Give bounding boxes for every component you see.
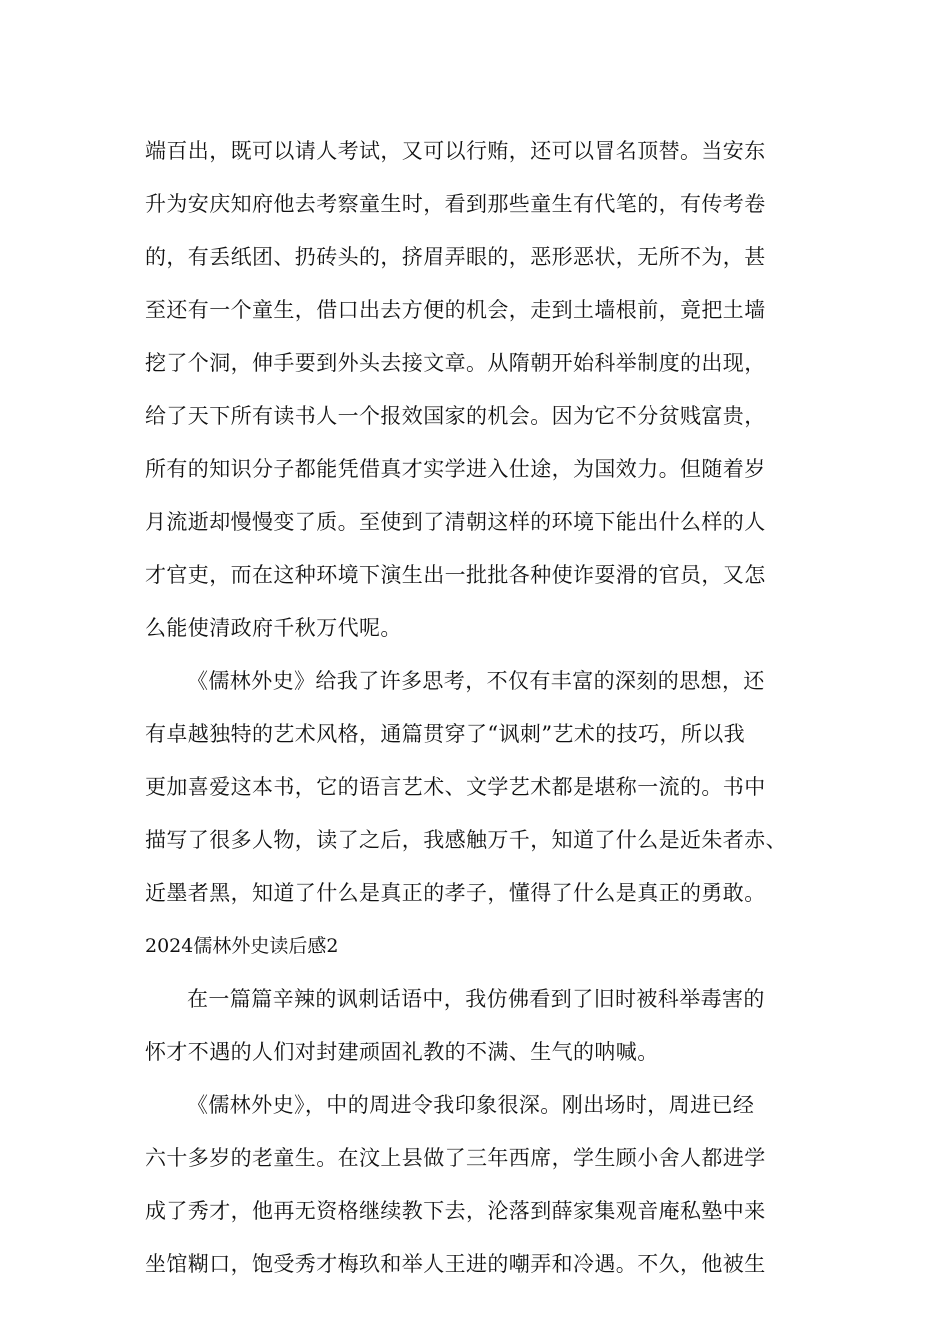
text-line: 成了秀才，他再无资格继续教下去，沦落到薛家集观音庵私塾中来 <box>145 1199 766 1223</box>
text-line: 的，有丢纸团、扔砖头的，挤眉弄眼的，恶形恶状，无所不为，甚 <box>145 245 766 269</box>
text-line: 给了天下所有读书人一个报效国家的机会。因为它不分贫贱富贵， <box>145 404 766 428</box>
body-text <box>145 125 825 1291</box>
text-line: 至还有一个童生，借口出去方便的机会，走到土墙根前，竟把土墙 <box>145 298 766 322</box>
text-line: 六十多岁的老童生。在汶上县做了三年西席，学生顾小舍人都进学 <box>145 1146 766 1170</box>
text-line: 么能使清政府千秋万代呢。 <box>145 616 402 640</box>
paragraph-start-line: 《儒林外史》，中的周进令我印象很深。刚出场时，周进已经 <box>187 1093 755 1117</box>
text-line: 坐馆糊口，饱受秀才梅玖和举人王进的嘲弄和冷遇。不久，他被生 <box>145 1252 766 1276</box>
text-line: 端百出，既可以请人考试，又可以行贿，还可以冒名顶替。当安东 <box>145 139 766 163</box>
text-line: 怀才不遇的人们对封建顽固礼教的不满、生气的呐喊。 <box>145 1040 659 1064</box>
paragraph-start-line: 在一篇篇辛辣的讽刺话语中，我仿佛看到了旧时被科举毒害的 <box>187 987 765 1011</box>
section-heading: 2024儒林外史读后感2 <box>145 935 339 957</box>
text-line: 所有的知识分子都能凭借真才实学进入仕途，为国效力。但随着岁 <box>145 457 766 481</box>
paragraph-start-line: 《儒林外史》给我了许多思考，不仅有丰富的深刻的思想，还 <box>187 669 765 693</box>
text-line: 才官吏，而在这种环境下演生出一批批各种使诈耍滑的官员，又怎 <box>145 563 766 587</box>
text-line: 更加喜爱这本书，它的语言艺术、文学艺术都是堪称一流的。书中 <box>145 775 766 799</box>
text-line: 有卓越独特的艺术风格，通篇贯穿了“讽刺”艺术的技巧，所以我 <box>145 722 746 746</box>
text-line: 挖了个洞，伸手要到外头去接文章。从隋朝开始科举制度的出现， <box>145 351 766 375</box>
text-line: 月流逝却慢慢变了质。至使到了清朝这样的环境下能出什么样的人 <box>145 510 766 534</box>
text-line: 升为安庆知府他去考察童生时，看到那些童生有代笔的，有传考卷 <box>145 192 766 216</box>
text-line: 描写了很多人物，读了之后，我感触万千，知道了什么是近朱者赤、 <box>145 828 787 852</box>
text-line: 近墨者黑，知道了什么是真正的孝子，懂得了什么是真正的勇敢。 <box>145 881 766 905</box>
